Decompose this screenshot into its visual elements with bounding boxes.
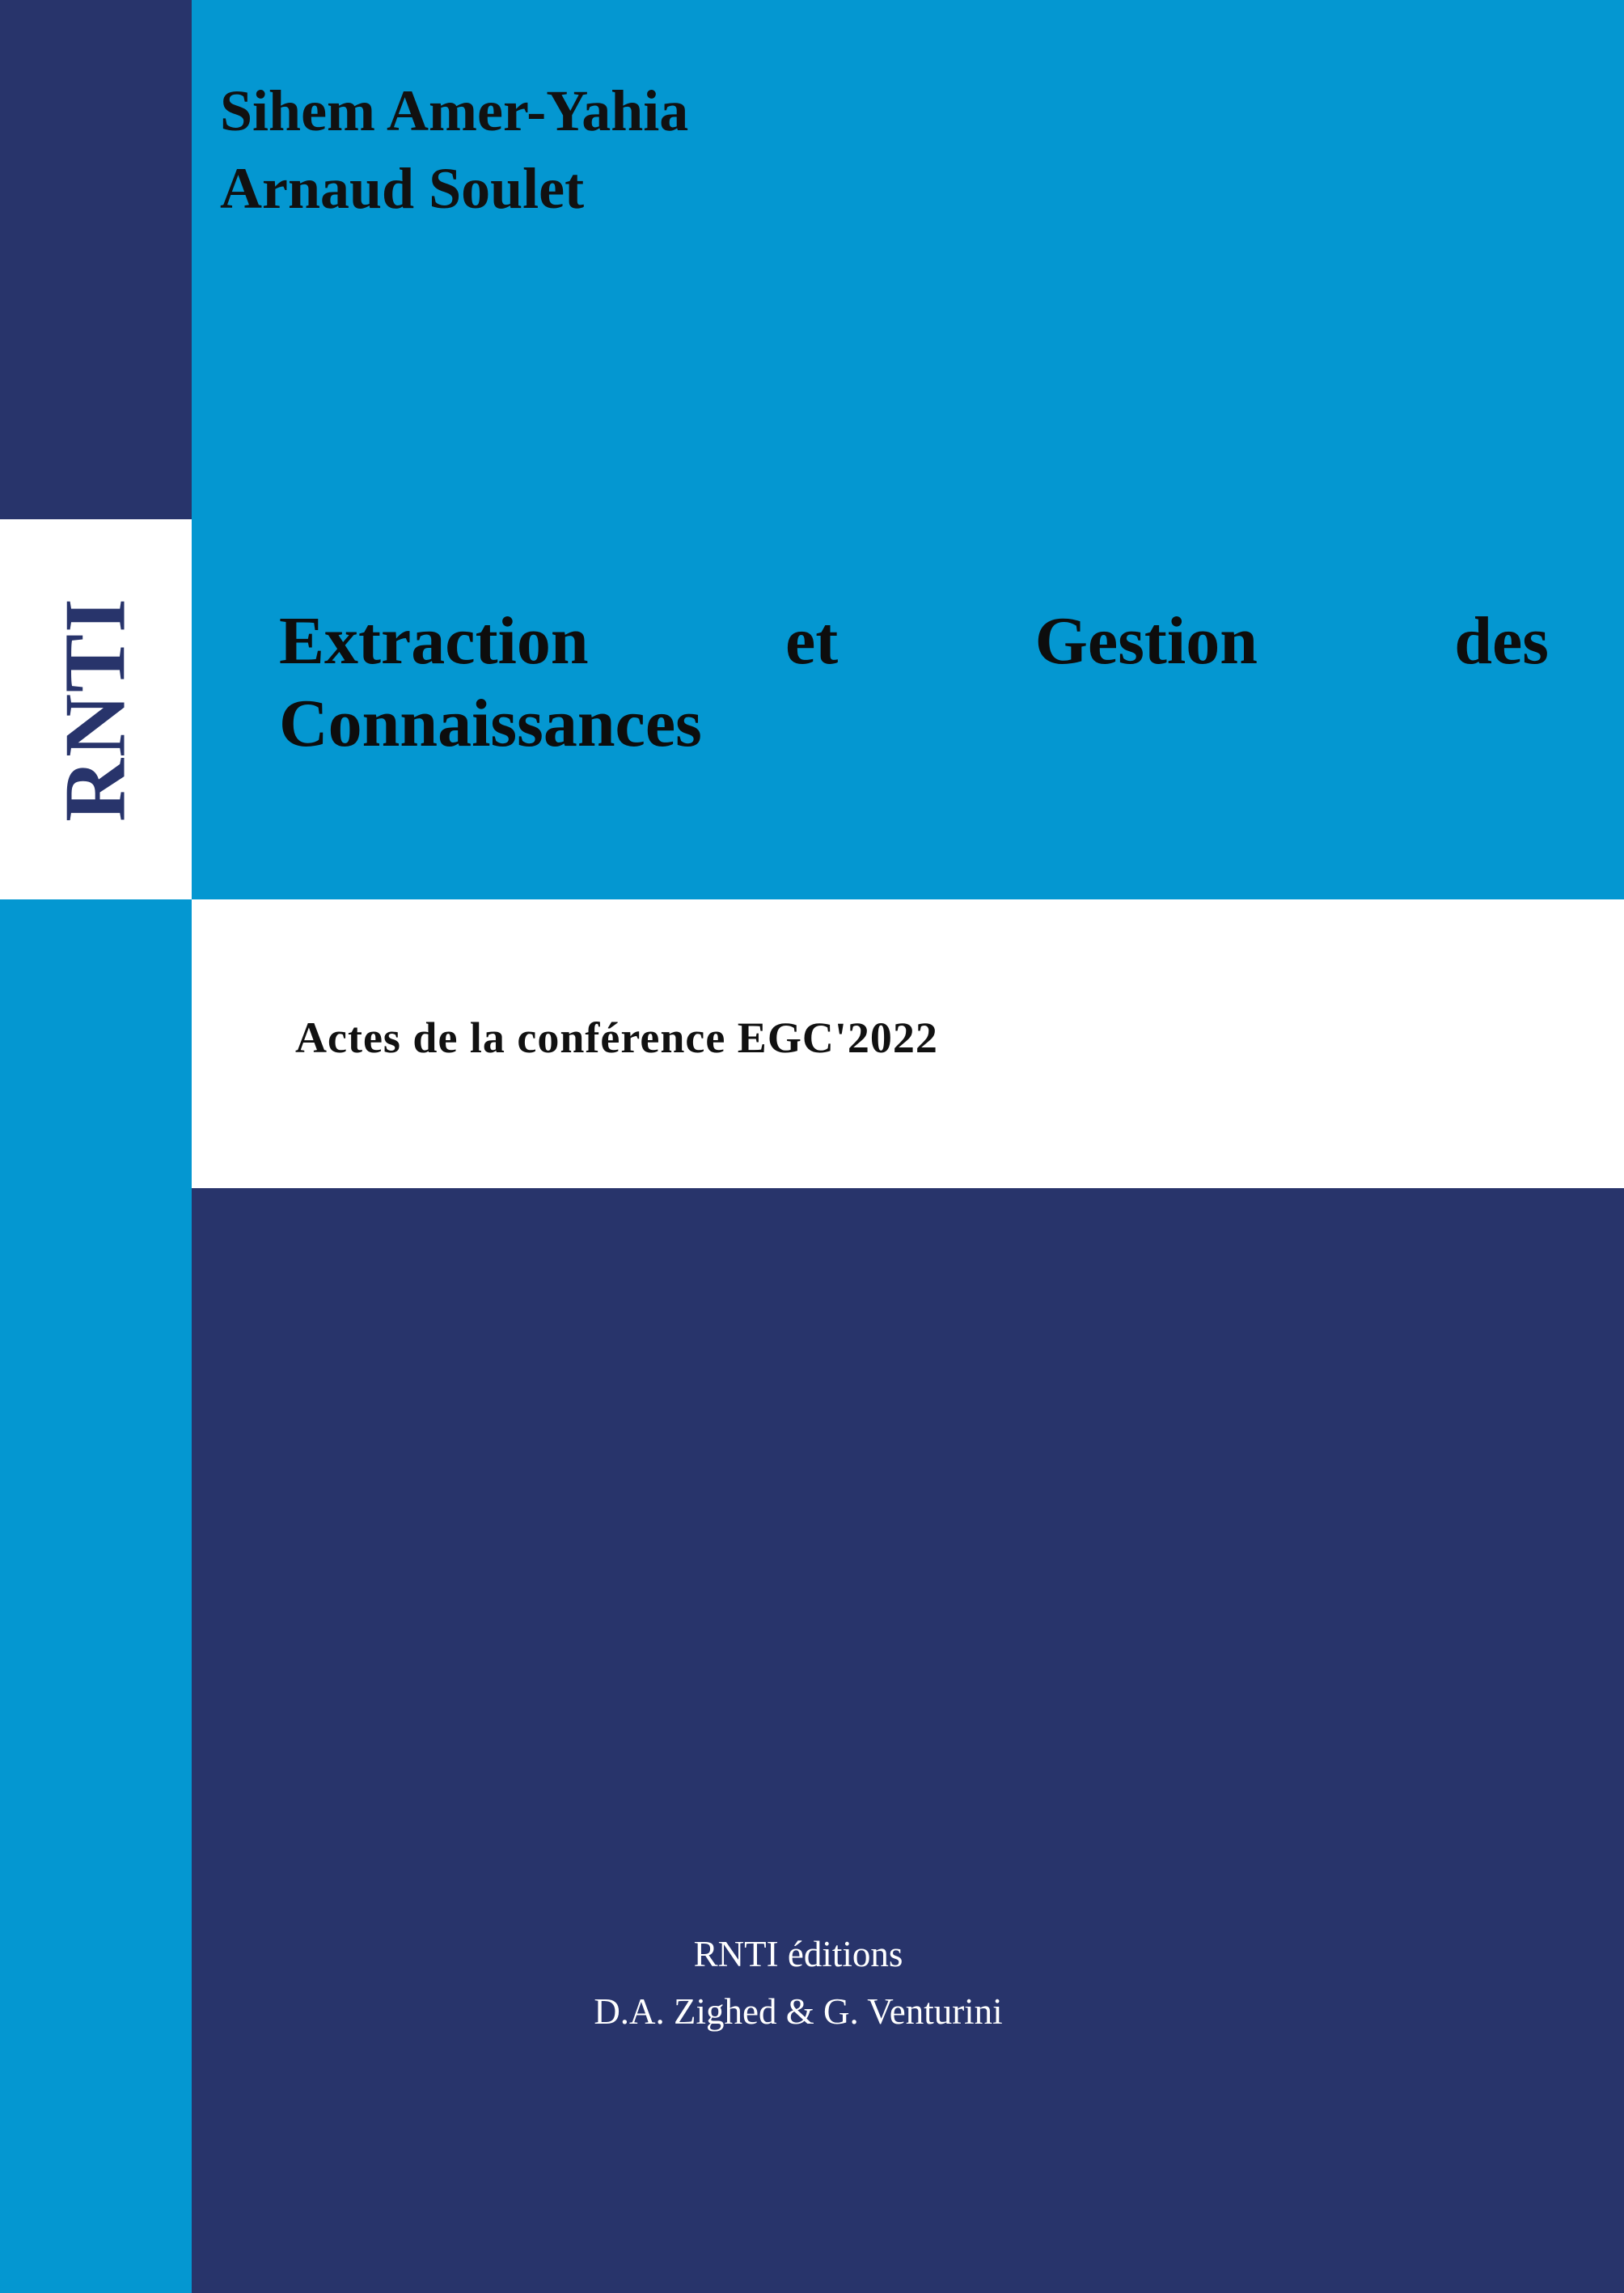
book-title-line-2: Connaissances <box>279 686 702 762</box>
publisher-editors: D.A. Zighed & G. Venturini <box>594 1991 1003 2032</box>
panel-navy-bottom <box>192 1188 1624 2293</box>
title-word: des <box>1454 603 1549 679</box>
spine-navy-block-top <box>0 0 192 519</box>
author-name: Arnaud Soulet <box>220 155 585 221</box>
book-subtitle: Actes de la conférence EGC'2022 <box>295 1013 938 1062</box>
book-title-line-1 <box>279 600 1549 683</box>
publisher-block <box>192 1929 1405 2037</box>
spine-cyan-block-bottom <box>0 899 192 2293</box>
title-word: et <box>785 603 839 679</box>
author-list <box>220 73 1433 228</box>
publisher-name: RNTI éditions <box>693 1934 903 1974</box>
rnti-logo: RNTI <box>47 596 144 823</box>
author-name: Sihem Amer-Yahia <box>220 78 689 143</box>
book-title <box>279 600 1549 766</box>
title-word: Extraction <box>279 603 589 679</box>
title-word: Gestion <box>1034 603 1258 679</box>
